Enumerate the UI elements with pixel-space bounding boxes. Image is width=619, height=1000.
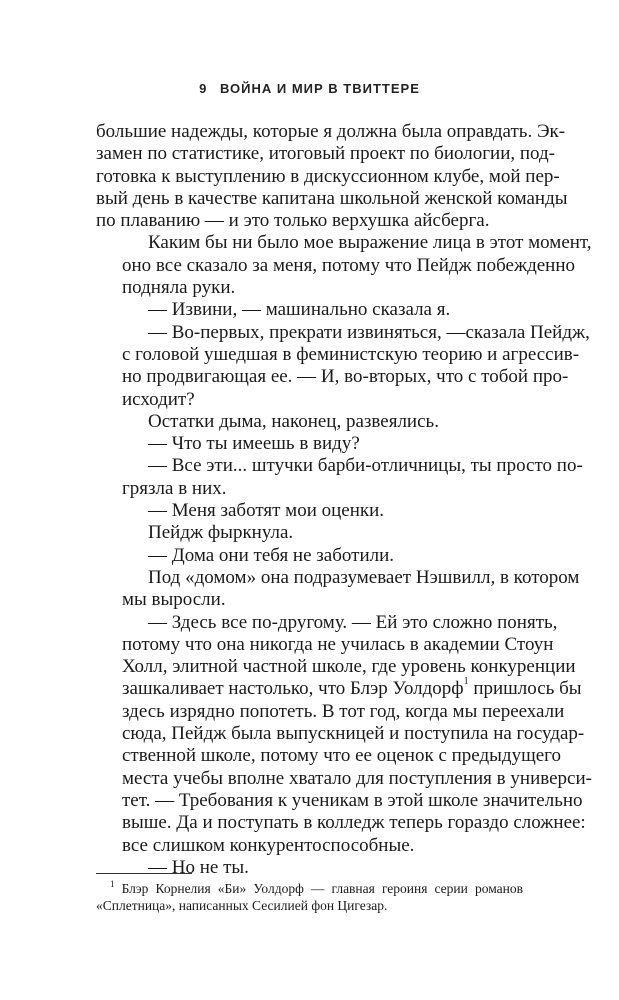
text-line: с головой ушедшая в феминистскую теорию и агрессив-: [122, 343, 580, 365]
paragraph: [96, 321, 590, 411]
text-line: готовка к выступлению в дискуссионном клубе, мой пер-: [96, 165, 560, 187]
text-line: вый день в качестве капитана школьной женской команды: [96, 187, 568, 209]
text-line: — Извини, — машинально сказала я.: [148, 299, 451, 321]
paragraph: [96, 299, 523, 321]
running-title: ВОЙНА И МИР В ТВИТТЕРЕ: [219, 81, 420, 96]
paragraph: [96, 500, 523, 522]
text-line: подняла руки.: [122, 277, 236, 299]
text-line: — Здесь все по-другому. — Ей это сложно понять,: [148, 611, 558, 633]
paragraph: [96, 411, 523, 433]
footnote-divider: [96, 873, 192, 874]
footnote-line: [96, 880, 523, 897]
paragraph: [96, 232, 592, 299]
text-line: Остатки дыма, наконец, развеялись.: [148, 410, 439, 432]
page-number: 9: [199, 81, 208, 96]
text-line: сюда, Пейдж была выпускницей и поступила на государ-: [122, 723, 585, 745]
text-line: Пейдж фыркнула.: [148, 522, 294, 544]
text-line: выше. Да и поступать в колледж теперь гораздо сложнее:: [122, 812, 586, 834]
text-line: — Все эти... штучки барби-отличницы, ты просто по-: [148, 455, 583, 477]
paragraph: [96, 611, 592, 857]
text-line: — Во-первых, прекрати извиняться, —сказала Пейдж,: [148, 321, 590, 343]
text-line: мы выросли.: [122, 589, 226, 611]
text-line: тет. — Требования к ученикам в этой школе значительно: [122, 789, 583, 811]
text-line: по плаванию — и это только верхушка айсберга.: [96, 210, 490, 232]
text-line: все слишком конкурентоспособные.: [122, 834, 415, 856]
footnote: [96, 880, 523, 914]
text-line: исходит?: [122, 388, 195, 410]
paragraph: [96, 857, 523, 879]
text-line: грязла в них.: [122, 477, 227, 499]
text-line: Под «домом» она подразумевает Нэшвилл, в котором: [148, 566, 580, 588]
footnote-line: «Сплетница», написанных Сесилией фон Цигезар.: [96, 898, 388, 913]
text-line: — Но не ты.: [148, 856, 249, 878]
text-line: замен по статистике, итоговый проект по биологии, под-: [96, 143, 555, 165]
paragraph: [96, 566, 580, 612]
text-line: — Дома они тебя не заботили.: [148, 544, 395, 566]
paragraph: [96, 455, 583, 500]
text-line: но продвигающая ее. — И, во-вторых, что с тобой про-: [122, 366, 569, 388]
paragraph: [96, 522, 523, 544]
text-line: места учебы вполне хватало для поступления в универси-: [122, 767, 592, 789]
paragraph: [96, 545, 523, 567]
text-line: оно все сказало за меня, потому что Пейдж побежденно: [122, 254, 576, 276]
text-line: ственной школе, потому что ее оценок с предыдущего: [122, 745, 561, 767]
body-text: [96, 121, 592, 879]
text-line: — Меня заботят мои оценки.: [148, 500, 385, 522]
paragraph: [96, 433, 523, 455]
text-line: — Что ты имеешь в виду?: [148, 433, 360, 455]
text-line: большие надежды, которые я должна была оправдать. Эк-: [96, 121, 566, 142]
running-header: [0, 81, 619, 96]
text-line: Холл, элитной частной школе, где уровень конкуренции: [122, 656, 576, 678]
text-line: здесь изрядно попотеть. В тот год, когда мы переехали: [122, 700, 565, 722]
text-line: зашкаливает настолько, что Блэр Уолдорф$^1$ пришлось бы: [122, 676, 582, 700]
footnote-marker: 1: [110, 879, 115, 889]
footnote-reference[interactable]: 1: [463, 676, 469, 688]
footnote-text: Блэр Корнелия «Би» Уолдорф — главная героиня серии романов: [114, 881, 523, 896]
text-line: потому что она никогда не училась в академии Стоун: [122, 633, 554, 655]
text-line: Каким бы ни было мое выражение лица в этот момент,: [148, 232, 592, 254]
paragraph: [96, 121, 568, 232]
